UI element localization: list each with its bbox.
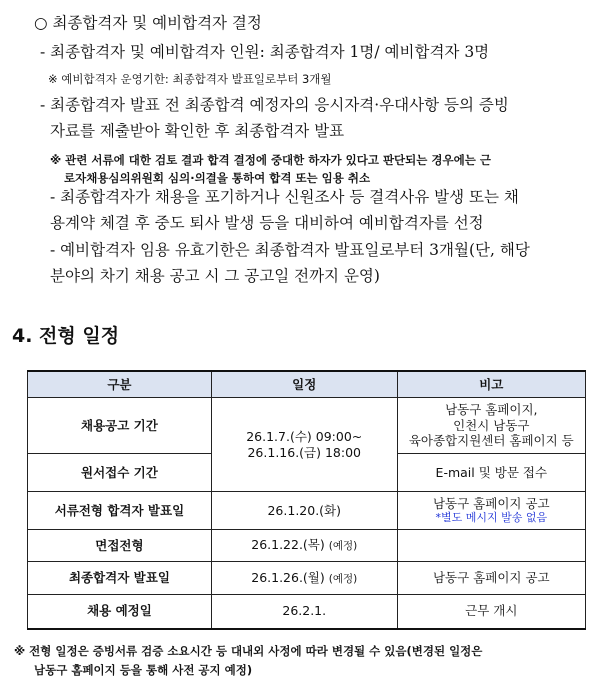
row-note: [397, 398, 585, 454]
bullet-headcount: - 최종합격자 및 예비합격자 인원: 최종합격자 1명/ 예비합격자 3명: [40, 43, 490, 61]
row-label: 면접전형: [28, 530, 212, 562]
shared-period-cell: [211, 398, 397, 492]
row-label: 서류전형 합격자 발표일: [28, 492, 212, 530]
row-label: 최종합격자 발표일: [28, 562, 212, 595]
header-schedule: 일정: [211, 371, 397, 398]
row-date: 26.2.1.: [211, 595, 397, 629]
table-row: [28, 398, 586, 454]
note-line: 인천시 남동구: [453, 417, 530, 433]
bullet-reserve-selection-line1: - 최종합격자가 채용을 포기하거나 신원조사 등 결격사유 발생 또는 채: [50, 188, 519, 206]
note-reserve-period: ※ 예비합격자 운영기한: 최종합격자 발표일로부터 3개월: [48, 72, 332, 86]
row-date: [211, 530, 397, 562]
footnote-line2: 남동구 홈페이지 등을 통해 사전 공지 예정): [34, 663, 253, 677]
row-note: 근무 개시: [397, 595, 585, 629]
note-cancellation-line2: 로자채용심의위원회 심의·의결을 통하여 합격 또는 임용 취소: [64, 171, 371, 185]
footnote-line1: ※ 전형 일정은 증빙서류 검증 소요시간 등 대내외 사정에 따라 변경될 수 있음(변경된 일정은: [14, 644, 483, 658]
table-row: [28, 530, 586, 562]
bullet-reserve-validity-line1: - 예비합격자 임용 유효기한은 최종합격자 발표일로부터 3개월(단, 해당: [50, 241, 530, 259]
table-row: [28, 595, 586, 629]
tentative-tag: (예정): [328, 572, 358, 585]
bullet-verification-line1: - 최종합격자 발표 전 최종합격 예정자의 응시자격·우대사항 등의 증빙: [40, 96, 509, 114]
row-label: 채용 예정일: [28, 595, 212, 629]
row-label: 원서접수 기간: [28, 454, 212, 492]
schedule-table: [27, 370, 586, 630]
row-note: 남동구 홈페이지 공고: [397, 562, 585, 595]
row-date: 26.1.20.(화): [211, 492, 397, 530]
note-line: 남동구 홈페이지,: [445, 402, 538, 418]
header-category: 구분: [28, 371, 212, 398]
selection-heading: ○ 최종합격자 및 예비합격자 결정: [34, 14, 262, 32]
table-row: [28, 492, 586, 530]
row-note: [397, 530, 585, 562]
date-text: 26.1.26.(월): [251, 569, 325, 585]
row-note: E-mail 및 방문 접수: [397, 454, 585, 492]
date-text: 26.1.22.(목): [251, 537, 325, 553]
period-end: 26.1.16.(금) 18:00: [247, 444, 361, 460]
table-row: [28, 562, 586, 595]
row-label: 채용공고 기간: [28, 398, 212, 454]
section-title: 4. 전형 일정: [12, 325, 120, 347]
bullet-reserve-validity-line2: 분야의 차기 채용 공고 시 그 공고일 전까지 운영): [50, 267, 380, 285]
note-line: 육아종합지원센터 홈페이지 등: [408, 433, 574, 449]
note-no-message: *별도 메시지 발송 없음: [435, 511, 548, 525]
bullet-reserve-selection-line2: 용계약 체결 후 중도 퇴사 발생 등을 대비하여 예비합격자를 선정: [50, 214, 484, 232]
header-remarks: 비고: [397, 371, 585, 398]
period-start: 26.1.7.(수) 09:00~: [246, 428, 363, 444]
tentative-tag: (예정): [328, 540, 358, 553]
note-cancellation-line1: ※ 관련 서류에 대한 검토 결과 합격 결정에 중대한 하자가 있다고 판단되는 경우에는 근: [50, 153, 491, 167]
note-line: 남동구 홈페이지 공고: [432, 495, 550, 511]
bullet-verification-line2: 자료를 제출받아 확인한 후 최종합격자 발표: [50, 122, 345, 140]
row-note: [397, 492, 585, 530]
row-date: [211, 562, 397, 595]
